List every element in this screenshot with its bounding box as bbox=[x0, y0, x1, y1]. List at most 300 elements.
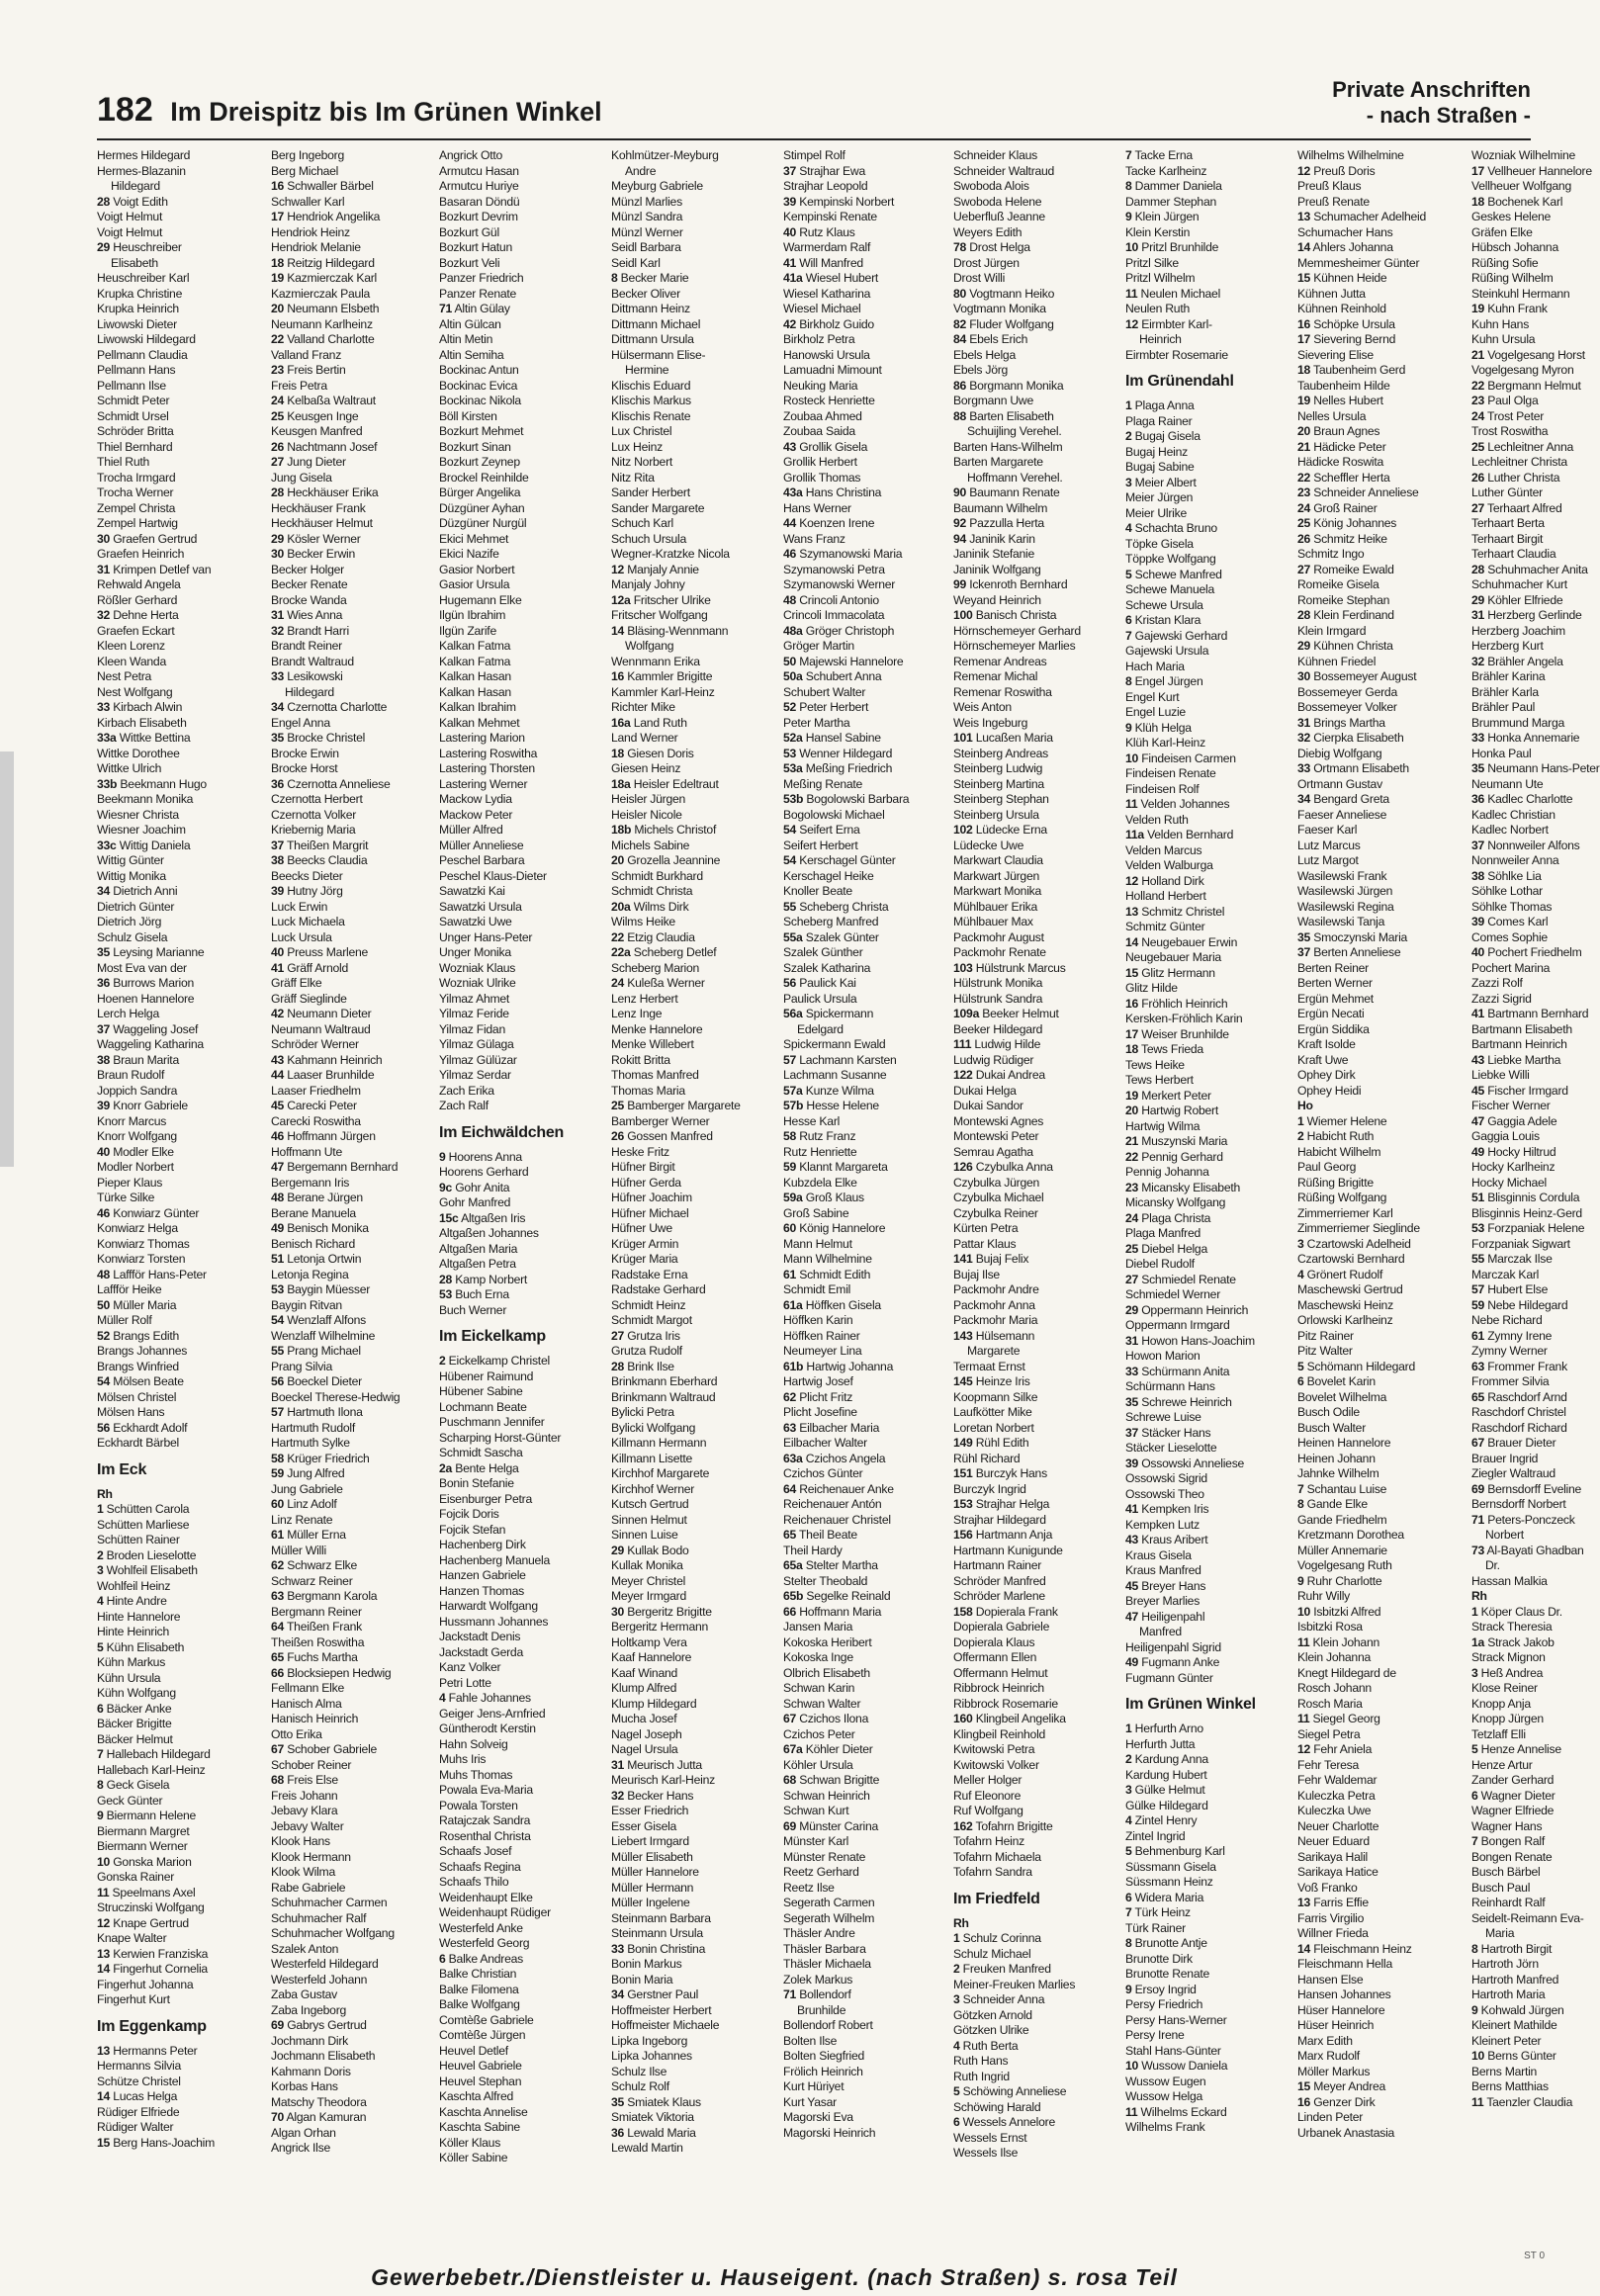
resident-name: Theißen Roswitha bbox=[271, 1634, 365, 1649]
resident-entry bbox=[1297, 501, 1464, 517]
resident-entry bbox=[1471, 225, 1533, 241]
resident-name: Kokoska Heribert bbox=[783, 1634, 872, 1649]
house-number: 55 bbox=[271, 1344, 285, 1358]
resident-entry bbox=[783, 1390, 945, 1406]
resident-name: Broden Lieselotte bbox=[106, 1547, 197, 1562]
resident-name: Ersoy Ingrid bbox=[1134, 1982, 1197, 1996]
house-number: 23 bbox=[1125, 1180, 1139, 1194]
directory-column bbox=[783, 148, 945, 2245]
resident-entry bbox=[953, 2084, 1117, 2100]
resident-entry bbox=[611, 669, 775, 685]
house-number: 56 bbox=[271, 1374, 285, 1388]
resident-entry bbox=[439, 2013, 603, 2029]
house-number: 35 bbox=[611, 2094, 625, 2109]
resident-entry bbox=[953, 256, 1117, 272]
house-number: 39 bbox=[1471, 915, 1485, 928]
resident-name: Bozkurt Mehmet bbox=[439, 424, 524, 438]
resident-name: Sievering Bernd bbox=[1313, 332, 1396, 346]
resident-entry bbox=[97, 240, 263, 256]
resident-name: Barten Hans-Wilhelm bbox=[953, 439, 1063, 454]
resident-entry bbox=[611, 1987, 775, 2003]
resident-entry bbox=[1297, 1635, 1464, 1651]
resident-entry bbox=[611, 1344, 775, 1360]
resident-name: Dietrich Jörg bbox=[97, 915, 162, 928]
resident-name: Schütten Rainer bbox=[97, 1533, 180, 1546]
resident-name: Raschdorf Christel bbox=[1471, 1405, 1566, 1419]
resident-entry bbox=[271, 1160, 431, 1176]
resident-entry bbox=[271, 256, 431, 272]
resident-name: Knorr Marcus bbox=[97, 1113, 167, 1128]
resident-name: Freis Else bbox=[287, 1773, 338, 1787]
house-number: 15 bbox=[1297, 2079, 1311, 2093]
resident-entry bbox=[953, 1298, 1117, 1314]
resident-name: Heuschreiber Karl bbox=[97, 271, 190, 285]
resident-name: Gerstner Paul bbox=[627, 1987, 699, 2001]
resident-entry bbox=[439, 1615, 603, 1631]
resident-name: Zach Ralf bbox=[439, 1099, 489, 1112]
house-number: 11 bbox=[1125, 2104, 1138, 2119]
resident-name: Theil Beate bbox=[798, 1528, 857, 1542]
resident-entry bbox=[1297, 317, 1464, 333]
resident-name: Linz Adolf bbox=[287, 1497, 337, 1511]
resident-name: Hans Christina bbox=[805, 486, 882, 499]
house-number: 34 bbox=[271, 700, 285, 714]
resident-entry bbox=[611, 1789, 775, 1805]
resident-name: Hüfner Joachim bbox=[611, 1191, 692, 1204]
resident-entry bbox=[953, 1992, 1117, 2008]
resident-name: Ruth Hans bbox=[953, 2054, 1009, 2068]
house-number: 61 bbox=[1471, 1328, 1485, 1343]
resident-name: Freuken Manfred bbox=[962, 1962, 1051, 1976]
resident-entry bbox=[1471, 179, 1571, 195]
resident-entry bbox=[953, 348, 1117, 364]
resident-name: Hansen Johannes bbox=[1297, 1987, 1391, 2001]
resident-name: Bogolowski Michael bbox=[783, 807, 885, 822]
resident-entry bbox=[1297, 1528, 1464, 1544]
resident-name: Markwart Monika bbox=[953, 884, 1042, 898]
resident-entry bbox=[783, 1650, 945, 1666]
house-number: 37 bbox=[783, 163, 797, 178]
resident-entry bbox=[1297, 2079, 1464, 2095]
district-abbreviation bbox=[953, 1916, 1117, 1932]
resident-name: Meyer Irmgard bbox=[611, 1589, 686, 1603]
resident-name: Schmidt Emil bbox=[783, 1282, 851, 1296]
resident-entry bbox=[97, 1962, 263, 1978]
resident-name: Heinen Hannelore bbox=[1297, 1436, 1391, 1450]
resident-name: Rh bbox=[953, 1915, 969, 1930]
resident-entry bbox=[611, 1237, 775, 1253]
resident-entry bbox=[953, 1160, 1117, 1176]
resident-name: Marczak Karl bbox=[1471, 1267, 1540, 1281]
resident-entry bbox=[783, 1819, 945, 1835]
resident-entry bbox=[611, 1114, 775, 1130]
resident-entry bbox=[97, 1702, 263, 1718]
house-number: 53a bbox=[783, 761, 803, 775]
resident-name: Stäcker Lieselotte bbox=[1125, 1441, 1217, 1455]
resident-name: Hartwig Wilma bbox=[1125, 1118, 1200, 1133]
resident-name: Freis Petra bbox=[271, 378, 327, 393]
resident-entry bbox=[97, 1344, 263, 1360]
resident-entry bbox=[1471, 1037, 1567, 1053]
resident-entry bbox=[783, 1911, 945, 1927]
resident-entry bbox=[1125, 1783, 1289, 1799]
house-number: 54 bbox=[97, 1374, 111, 1388]
resident-name: Voß Franko bbox=[1297, 1880, 1358, 1895]
house-number: 30 bbox=[271, 547, 285, 561]
resident-name: Wittke Dorothee bbox=[97, 746, 180, 760]
house-number: 7 bbox=[1471, 1834, 1478, 1848]
resident-entry bbox=[1125, 1829, 1289, 1845]
resident-entry bbox=[271, 1973, 431, 1988]
resident-entry bbox=[1471, 163, 1592, 180]
resident-entry bbox=[1297, 1712, 1464, 1727]
resident-name: Gande Elke bbox=[1306, 1497, 1368, 1511]
resident-name: Pochert Friedhelm bbox=[1487, 945, 1582, 959]
resident-entry bbox=[611, 1191, 775, 1206]
resident-name: Brähler Paul bbox=[1471, 700, 1536, 714]
resident-name: Berns Martin bbox=[1471, 2064, 1538, 2078]
resident-entry bbox=[439, 639, 603, 655]
resident-name: Offermann Ellen bbox=[953, 1650, 1037, 1664]
resident-name: Schewe Manuela bbox=[1125, 582, 1214, 596]
resident-name: Münster Carina bbox=[799, 1818, 879, 1833]
resident-entry bbox=[783, 1574, 945, 1590]
resident-entry bbox=[953, 2131, 1117, 2147]
resident-entry bbox=[783, 2126, 945, 2142]
resident-entry bbox=[1471, 1910, 1584, 1927]
resident-entry bbox=[271, 271, 431, 287]
resident-entry bbox=[1125, 889, 1289, 905]
resident-name: Terhaart Birgit bbox=[1471, 531, 1544, 546]
resident-name: Lutz Margot bbox=[1297, 853, 1359, 867]
resident-name: Busch Odile bbox=[1297, 1405, 1360, 1419]
house-number: 158 bbox=[953, 1604, 973, 1619]
resident-entry bbox=[783, 1099, 945, 1114]
resident-entry bbox=[271, 1237, 431, 1253]
resident-entry bbox=[439, 2151, 603, 2166]
resident-name: Westerfeld Anke bbox=[439, 1920, 523, 1935]
resident-entry bbox=[1471, 684, 1539, 701]
house-number: 45 bbox=[1471, 1083, 1485, 1098]
resident-entry bbox=[953, 1007, 1117, 1022]
resident-name: Brandt Waltraud bbox=[271, 654, 354, 668]
resident-entry bbox=[1125, 1303, 1289, 1319]
resident-entry bbox=[1471, 1634, 1555, 1651]
resident-name: Jochmann Elisabeth bbox=[271, 2049, 376, 2063]
resident-name: Szalek Günter bbox=[805, 929, 879, 944]
resident-name: Kamp Norbert bbox=[455, 1272, 528, 1286]
resident-name: Esser Friedrich bbox=[611, 1804, 689, 1817]
resident-name: Türk Rainer bbox=[1125, 1920, 1186, 1935]
resident-entry bbox=[953, 2039, 1117, 2055]
house-number: 16 bbox=[271, 179, 285, 193]
house-number: 9 bbox=[1297, 1573, 1304, 1588]
resident-name: Bolten Ilse bbox=[783, 2033, 838, 2048]
house-number: 16a bbox=[611, 715, 631, 730]
resident-name: Höffken Rainer bbox=[783, 1328, 860, 1343]
resident-entry bbox=[783, 1313, 945, 1329]
resident-name: Semrau Agatha bbox=[953, 1144, 1033, 1159]
resident-entry bbox=[271, 409, 431, 425]
resident-name: Mölsen Beate bbox=[113, 1374, 184, 1388]
resident-entry bbox=[439, 348, 603, 364]
resident-entry bbox=[1125, 736, 1289, 751]
resident-name: Wessels Ilse bbox=[953, 2146, 1019, 2160]
resident-entry bbox=[439, 1737, 603, 1753]
resident-entry bbox=[611, 2049, 775, 2065]
resident-name: Isbitzki Alfred bbox=[1313, 1604, 1381, 1619]
resident-entry bbox=[439, 547, 603, 563]
resident-entry bbox=[97, 593, 263, 609]
resident-name: Schütze Christel bbox=[97, 2074, 181, 2088]
resident-entry bbox=[439, 930, 603, 946]
resident-name: Heiligenpahl Sigrid bbox=[1125, 1639, 1221, 1654]
house-number: 3 bbox=[97, 1563, 104, 1577]
resident-name: Menke Willebert bbox=[611, 1037, 694, 1051]
resident-name: Ortmann Gustav bbox=[1297, 776, 1382, 791]
resident-entry bbox=[611, 961, 775, 977]
resident-entry bbox=[1471, 2018, 1557, 2034]
resident-entry bbox=[1125, 1799, 1289, 1814]
resident-entry bbox=[953, 1804, 1117, 1819]
resident-entry bbox=[953, 992, 1117, 1008]
resident-entry bbox=[1471, 1099, 1551, 1114]
resident-name: Dukai Helga bbox=[953, 1083, 1017, 1098]
resident-name: Zymny Irene bbox=[1487, 1328, 1553, 1343]
resident-name: Knape Walter bbox=[97, 1931, 167, 1945]
resident-entry bbox=[1125, 966, 1289, 982]
resident-entry bbox=[953, 1466, 1117, 1482]
resident-name: Mann Helmut bbox=[783, 1236, 852, 1251]
resident-entry bbox=[1471, 1834, 1546, 1850]
resident-name: Kahmann Doris bbox=[271, 2064, 351, 2078]
resident-entry bbox=[611, 210, 775, 225]
resident-entry bbox=[611, 2003, 775, 2019]
house-number: 153 bbox=[953, 1497, 973, 1511]
resident-entry bbox=[953, 394, 1117, 409]
resident-entry bbox=[953, 440, 1117, 456]
resident-entry bbox=[97, 1640, 263, 1656]
resident-entry bbox=[271, 839, 431, 854]
resident-name: Heske Fritz bbox=[611, 1144, 669, 1159]
resident-entry bbox=[439, 577, 603, 593]
resident-name: Müller Rolf bbox=[97, 1313, 152, 1327]
resident-name: Tacke Erna bbox=[1134, 148, 1193, 162]
resident-entry bbox=[271, 1635, 431, 1651]
resident-name: Panzer Friedrich bbox=[439, 271, 524, 285]
house-number: 50 bbox=[97, 1297, 111, 1312]
resident-name: Biermann Werner bbox=[97, 1839, 188, 1853]
resident-entry bbox=[97, 2105, 263, 2121]
house-number: 8 bbox=[1471, 1941, 1478, 1956]
resident-entry bbox=[783, 747, 945, 762]
resident-name: Kaschta Sabine bbox=[439, 2120, 520, 2134]
house-number: 48 bbox=[783, 592, 797, 607]
resident-entry bbox=[1125, 1119, 1289, 1135]
resident-entry bbox=[1297, 532, 1464, 548]
resident-entry bbox=[953, 1237, 1117, 1253]
house-number: 66 bbox=[783, 1604, 797, 1619]
house-number: 15 bbox=[97, 2135, 111, 2150]
resident-name: Comes Karl bbox=[1487, 915, 1549, 928]
directory-column bbox=[271, 148, 431, 2245]
resident-entry bbox=[611, 1176, 775, 1192]
resident-entry bbox=[439, 976, 603, 992]
resident-name: Knoller Beate bbox=[783, 884, 852, 898]
resident-name: Lesikowski bbox=[287, 669, 343, 683]
resident-name: Etzig Claudia bbox=[627, 929, 695, 944]
resident-name: Wiesel Michael bbox=[783, 302, 861, 315]
resident-entry bbox=[439, 1354, 603, 1369]
resident-entry bbox=[97, 1007, 263, 1022]
resident-entry bbox=[439, 332, 603, 348]
resident-name: Eickelkamp Christel bbox=[448, 1354, 550, 1368]
house-number: 7 bbox=[1125, 148, 1132, 162]
resident-name: Maschewski Gertrud bbox=[1297, 1282, 1403, 1296]
resident-name: Carecki Roswitha bbox=[271, 1113, 361, 1128]
resident-entry bbox=[953, 1129, 1117, 1145]
resident-name: Habicht Wilhelm bbox=[1297, 1144, 1381, 1159]
resident-name: Siegel Petra bbox=[1297, 1726, 1361, 1741]
resident-name: Terhaart Alfred bbox=[1486, 500, 1562, 515]
resident-name: Schmitz Heike bbox=[1313, 531, 1387, 546]
resident-entry bbox=[1471, 1665, 1544, 1682]
house-number: 57a bbox=[783, 1083, 803, 1098]
house-number: 27 bbox=[1125, 1272, 1139, 1286]
resident-name: Ebels Helga bbox=[953, 347, 1016, 362]
house-number: 22 bbox=[1297, 470, 1311, 485]
resident-entry bbox=[783, 348, 945, 364]
resident-entry bbox=[783, 1037, 945, 1053]
resident-entry bbox=[953, 1758, 1117, 1774]
resident-name: Plaga Rainer bbox=[1125, 413, 1193, 428]
resident-name: Henze Annelise bbox=[1480, 1742, 1561, 1756]
resident-entry bbox=[1125, 445, 1289, 461]
resident-name: Grollik Herbert bbox=[783, 455, 857, 469]
resident-name: Krimpen Detlef van bbox=[113, 562, 212, 576]
resident-entry bbox=[439, 1538, 603, 1553]
resident-entry bbox=[1125, 1042, 1289, 1058]
resident-entry bbox=[1471, 1926, 1533, 1942]
house-number: 4 bbox=[1125, 1813, 1132, 1827]
resident-name: Scheffler Herta bbox=[1313, 470, 1390, 485]
house-number: 8 bbox=[611, 271, 618, 285]
resident-entry bbox=[611, 1742, 775, 1758]
resident-entry bbox=[97, 271, 263, 287]
house-number: 31 bbox=[97, 562, 111, 576]
resident-entry bbox=[1297, 2126, 1464, 2142]
street-heading: Im Friedfeld bbox=[953, 1890, 1040, 1907]
resident-entry bbox=[439, 1875, 603, 1891]
resident-name: Szalek Anton bbox=[271, 1941, 339, 1956]
house-number: 31 bbox=[1471, 608, 1485, 622]
resident-name: Most Eva van der bbox=[97, 960, 187, 975]
house-number: 7 bbox=[1125, 1905, 1132, 1919]
resident-name: Dittmann Heinz bbox=[611, 302, 690, 315]
resident-name: Bergeritz Brigitte bbox=[627, 1604, 712, 1619]
resident-name: Gajewski Ursula bbox=[1125, 644, 1209, 658]
resident-entry bbox=[611, 1405, 775, 1421]
resident-name: Brangs Johannes bbox=[97, 1344, 188, 1358]
house-number: 36 bbox=[97, 976, 111, 990]
resident-entry bbox=[783, 1973, 945, 1988]
resident-name: Scheberg Christa bbox=[799, 899, 889, 914]
resident-entry bbox=[611, 1635, 775, 1651]
resident-name: Meier Ulrike bbox=[1125, 505, 1188, 520]
resident-name: Wenzlaff Wilhelmine bbox=[271, 1328, 376, 1343]
resident-name: Montewski Agnes bbox=[953, 1113, 1044, 1128]
resident-entry bbox=[97, 1160, 263, 1176]
resident-name: Tews Herbert bbox=[1125, 1073, 1194, 1087]
resident-entry bbox=[783, 471, 945, 486]
resident-name: Dietrich Günter bbox=[97, 899, 175, 914]
resident-name: Killmann Lisette bbox=[611, 1451, 693, 1465]
resident-name: Schumacher Hans bbox=[1297, 224, 1393, 239]
resident-entry bbox=[439, 179, 603, 195]
resident-entry bbox=[1297, 1268, 1464, 1283]
resident-name: Hübener Sabine bbox=[439, 1384, 523, 1398]
house-number: 53 bbox=[783, 746, 797, 760]
resident-entry bbox=[953, 1681, 1117, 1697]
house-number: 102 bbox=[953, 823, 973, 837]
resident-name: Herzberg Kurt bbox=[1471, 639, 1544, 653]
resident-name: Baygin Ritvan bbox=[271, 1297, 342, 1312]
resident-entry bbox=[97, 394, 263, 409]
resident-entry bbox=[611, 1574, 775, 1590]
resident-entry bbox=[1471, 1221, 1585, 1237]
resident-name: Schmidt Burkhard bbox=[611, 868, 703, 883]
resident-entry bbox=[611, 976, 775, 992]
resident-entry bbox=[271, 1344, 431, 1360]
resident-entry bbox=[1297, 1482, 1464, 1498]
resident-entry bbox=[611, 1834, 775, 1850]
resident-name: Land Ruth bbox=[633, 715, 687, 730]
resident-name: Liebke Willi bbox=[1471, 1068, 1530, 1082]
resident-name: Kuleczka Uwe bbox=[1297, 1804, 1372, 1817]
resident-entry bbox=[1297, 1973, 1464, 1988]
resident-entry bbox=[439, 2120, 603, 2136]
resident-name: Remenar Roswitha bbox=[953, 684, 1052, 699]
resident-entry bbox=[97, 884, 263, 900]
house-number: 24 bbox=[611, 976, 625, 990]
house-number: 62 bbox=[271, 1558, 285, 1572]
resident-entry bbox=[439, 869, 603, 885]
resident-name: Bergemann Iris bbox=[271, 1175, 350, 1190]
resident-entry bbox=[1297, 1068, 1464, 1084]
resident-name: Bozkurt Sinan bbox=[439, 439, 511, 454]
resident-name: Hörnschemeyer Marlies bbox=[953, 639, 1076, 653]
resident-entry bbox=[611, 348, 775, 364]
resident-entry bbox=[953, 271, 1117, 287]
resident-name: Forzpaniak Helene bbox=[1487, 1221, 1585, 1235]
resident-entry bbox=[783, 1528, 945, 1544]
house-number: 4 bbox=[953, 2038, 960, 2053]
resident-entry bbox=[953, 1666, 1117, 1682]
house-number: 17 bbox=[1297, 332, 1311, 346]
resident-entry bbox=[1125, 935, 1289, 951]
resident-entry bbox=[271, 1084, 431, 1100]
resident-name: Neumeyer Lina bbox=[783, 1344, 862, 1358]
resident-name: Berten Reiner bbox=[1297, 960, 1369, 975]
resident-name: Frölich Heinrich bbox=[783, 2064, 863, 2078]
resident-entry bbox=[1471, 1282, 1549, 1298]
resident-entry bbox=[611, 532, 775, 548]
resident-entry bbox=[271, 532, 431, 548]
resident-entry bbox=[1471, 1788, 1556, 1805]
resident-name: Sawatzki Kai bbox=[439, 884, 505, 898]
street-heading: Im Eggenkamp bbox=[97, 2017, 207, 2035]
resident-entry bbox=[1471, 286, 1570, 303]
